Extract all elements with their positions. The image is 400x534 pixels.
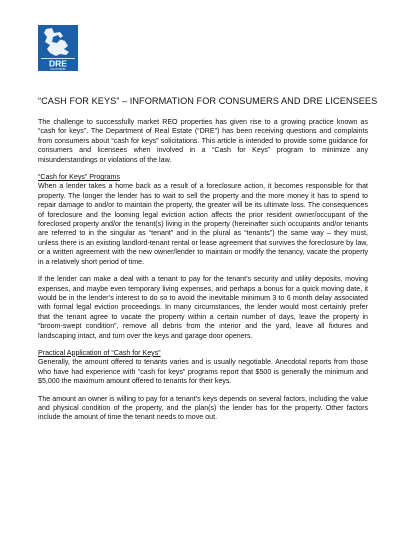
section-paragraph: If the lender can make a deal with a tenant to pay for the tenant’s security and utility deposits, moving expenses, and maybe even temporary living expenses, and perhaps a bonus for a quick moving date, it would be in the lender’s interest to do so to avoid the inevitable minimum 3 to 6 month delay associated with formal legal eviction proceedings. In many circumstances, the lender would most certainly prefer that the tenant agree to vacate the property within a certain number of days, leave the property in “broom-swept condition”, remove all debris from the interior and the yard, leave all fixtures and landscaping intact, and turn over the keys and garage door openers. <box>38 275 368 340</box>
section-paragraph: The amount an owner is willing to pay for a tenant’s keys depends on several factors, including the value and physical condition of the property, and the plan(s) the lender has for the property. Other factors include the amount of time the tenant needs to move out. <box>38 394 368 422</box>
logo-subtext: CALIFORNIA <box>50 68 66 71</box>
section-heading: Practical Application of “Cash for Keys” <box>38 348 161 357</box>
dre-logo <box>38 25 78 71</box>
section-cash-for-keys-programs <box>38 173 368 267</box>
section-paragraph: Generally, the amount offered to tenants varies and is usually negotiable. Anecdotal reports from those who have had experience with “cash for keys” programs report that $500 is generally the minimum and $5,000 the maximum amount offered to tenants for their keys. <box>38 358 368 386</box>
intro-paragraph: The challenge to successfully market REO properties has given rise to a growing practice known as “cash for keys”. The Department of Real Estate (“DRE”) has been receiving questions and complaints from consumers about “cash for keys” solicitations. This article is intended to provide some guidance for consumers and licensees when involved in a “Cash for Keys” program to minimize any misunderstandings or violations of the law. <box>38 118 368 164</box>
logo-text: DRE <box>49 58 67 69</box>
section-practical-application <box>38 349 368 387</box>
document-body <box>38 96 378 431</box>
section-heading: “Cash for Keys” Programs <box>38 173 120 182</box>
document-title: “CASH FOR KEYS” – INFORMATION FOR CONSUMERS AND DRE LICENSEES <box>38 96 378 106</box>
section-paragraph: When a lender takes a home back as a result of a foreclosure action, it becomes responsible for that property. The longer the lender has to wait to sell the property and the more money it has to spend to repair damage to and/or to maintain the property, the greater will be its ultimate loss. The consequences of foreclosure and the looming legal eviction action affects the prior resident owner/occupant of the foreclosed property and/or the tenant(s) living in the property (hereinafter such occupants and/or tenants are referred to in the singular as “tenant” and in the plural as “tenants”) the same way – they must, unless there is an existing landlord-tenant rental or lease agreement that survives the foreclosure by law, or a written agreement with the new owner/lender to maintain or modify the tenancy, vacate the property in a relatively short period of time. <box>38 182 368 266</box>
